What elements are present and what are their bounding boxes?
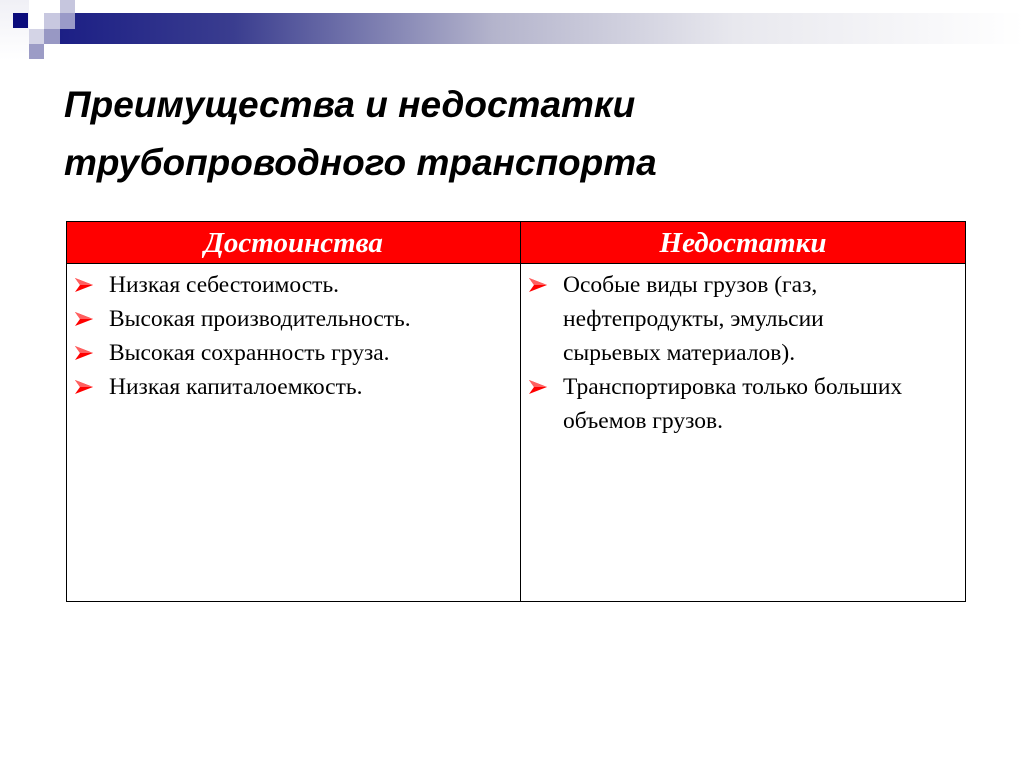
arrow-bullet-icon [75, 336, 109, 370]
decorative-square [13, 13, 28, 28]
list-item: Транспортировка только больших объемов грузов. [529, 370, 965, 438]
disadvantages-cell [521, 264, 965, 601]
arrow-bullet-icon [75, 370, 109, 404]
decorative-square [44, 13, 60, 29]
list-item: Низкая себестоимость. [75, 268, 520, 302]
list-item: Особые виды грузов (газ, нефтепродукты, эмульсии сырьевых материалов). [529, 268, 965, 370]
arrow-bullet-icon [75, 302, 109, 336]
advantages-cell [67, 264, 521, 601]
decorative-square [60, 0, 75, 13]
decorative-square [60, 13, 75, 29]
arrow-bullet-icon [529, 370, 563, 404]
header-advantages: Достоинства [67, 222, 521, 264]
slide-title [64, 76, 964, 192]
advantages-list [75, 268, 520, 404]
arrow-bullet-icon [529, 268, 563, 302]
list-item: Высокая сохранность груза. [75, 336, 520, 370]
decorative-square [29, 29, 44, 44]
slide-title-line2: трубопроводного транспорта [64, 142, 657, 183]
slide-title-line1: Преимущества и недостатки [64, 84, 636, 125]
list-item: Высокая производительность. [75, 302, 520, 336]
decorative-square [44, 29, 60, 44]
list-item: Низкая капиталоемкость. [75, 370, 520, 404]
header-disadvantages: Недостатки [521, 222, 965, 264]
decorative-square [29, 44, 44, 59]
comparison-table [66, 221, 966, 602]
decorative-gradient-bar [60, 13, 1024, 44]
arrow-bullet-icon [75, 268, 109, 302]
disadvantages-list [529, 268, 965, 438]
decorative-square [0, 0, 29, 60]
